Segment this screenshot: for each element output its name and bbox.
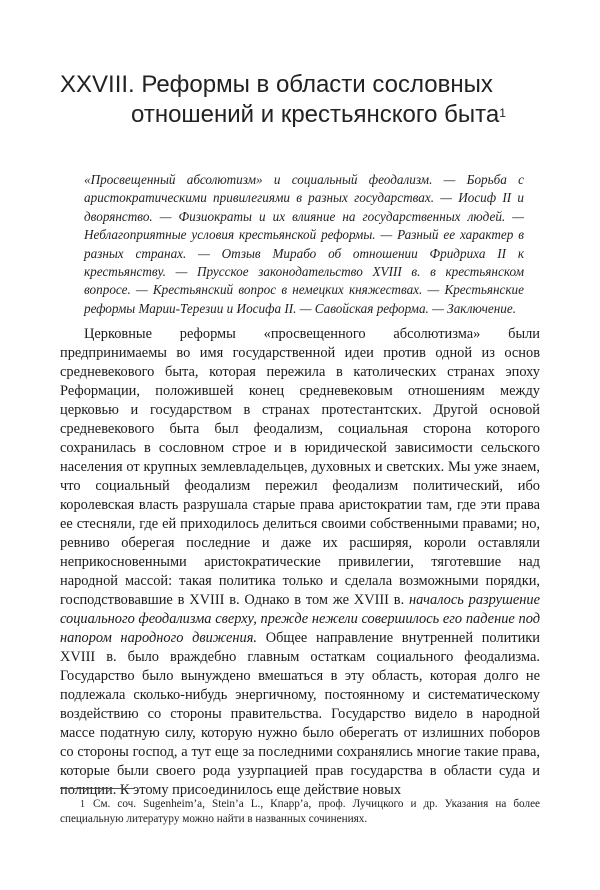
- footnote-divider: [60, 788, 135, 789]
- body-text: [60, 325, 540, 800]
- chapter-heading: [60, 70, 560, 130]
- footnote-text: См. соч. Sugenheim’a, Stein’a L., Кпарр’а, проф. Лучицкого и др. Указания на более специальную литературу можно найти в названных сочинениях.: [60, 798, 540, 825]
- body-paragraph: [60, 325, 540, 800]
- body-paragraph-part-1: Церковные реформы «просвещенного абсолютизма» были предпринимаемы во имя государственной идеи против одной из основ средневекового быта, которая пережила в католических странах эпоху Реформации, положившей конец средневековым отношениям между церковью и государством в странах протестантских. Другой основой средневекового быта был феодализм, социальная сторона которого сохранилась в сословном строе и в юридической зависимости сельского населения от крупных землевладельцев, духовных и светских. Мы уже знаем, что социальный феодализм пережил феодализм политический, ибо королевская власть разрушала старые права аристократии там, где эти права ее стесняли, где ей приходилось делиться своими собственными правами; но, ревниво оберегая последние и даже их расширяя, короли оставляли неприкосновенными аристократические привилегии, тяготевшие над народной массой: такая политика только и сделала возможными порядки, господствовавшие в XVIII в. Однако в том же XVIII в.: [60, 326, 540, 608]
- chapter-heading-line-1: XXVIII. Реформы в области сословных: [60, 71, 493, 98]
- chapter-summary: «Просвещенный абсолютизм» и социальный феодализм. — Борьба с аристократическими привилегиями в разных государствах. — Иосиф II и дворянство. — Физиократы и их влияние на государственных людей. —Неблагоприятные условия крестьянской реформы. — Разный ее характер в разных странах. — Отзыв Мирабо об отношении Фридриха II к крестьянству. — Прусское законодательство XVIII в. в крестьянском вопросе. — Крестьянский вопрос в немецких княжествах. — Крестьянские реформы Марии-Терезии и Иосифа II. — Савойская реформа. — Заключение.: [84, 172, 524, 316]
- body-paragraph-part-2: Общее направление внутренней политики XVIII в. было враждебно главным остаткам социального феодализма. Государство было вынуждено вмешаться в эту область, которая долго не подлежала сколько-нибудь энергичному, постоянному и систематическому воздействию со стороны правительства. Государство видело в народной массе податную силу, которую нужно было оберегать от излишних поборов со стороны господ, а тут еще за последними сохранялись многие такие права, которые были своего рода узурпацией прав государства в области суда и полиции. К этому присоединилось еще действие новых: [60, 630, 540, 798]
- footnote-mark: 1: [80, 799, 85, 810]
- body-paragraph-italic: началось разрушение социального феодализма сверху, прежде нежели совершилось его падение под напором народного движения.: [60, 592, 540, 646]
- footnote: [60, 797, 540, 827]
- chapter-heading-line-2-text: отношений и крестьянского быта: [131, 101, 500, 128]
- chapter-heading-line-2: [60, 100, 560, 130]
- heading-footnote-mark: 1: [499, 106, 506, 120]
